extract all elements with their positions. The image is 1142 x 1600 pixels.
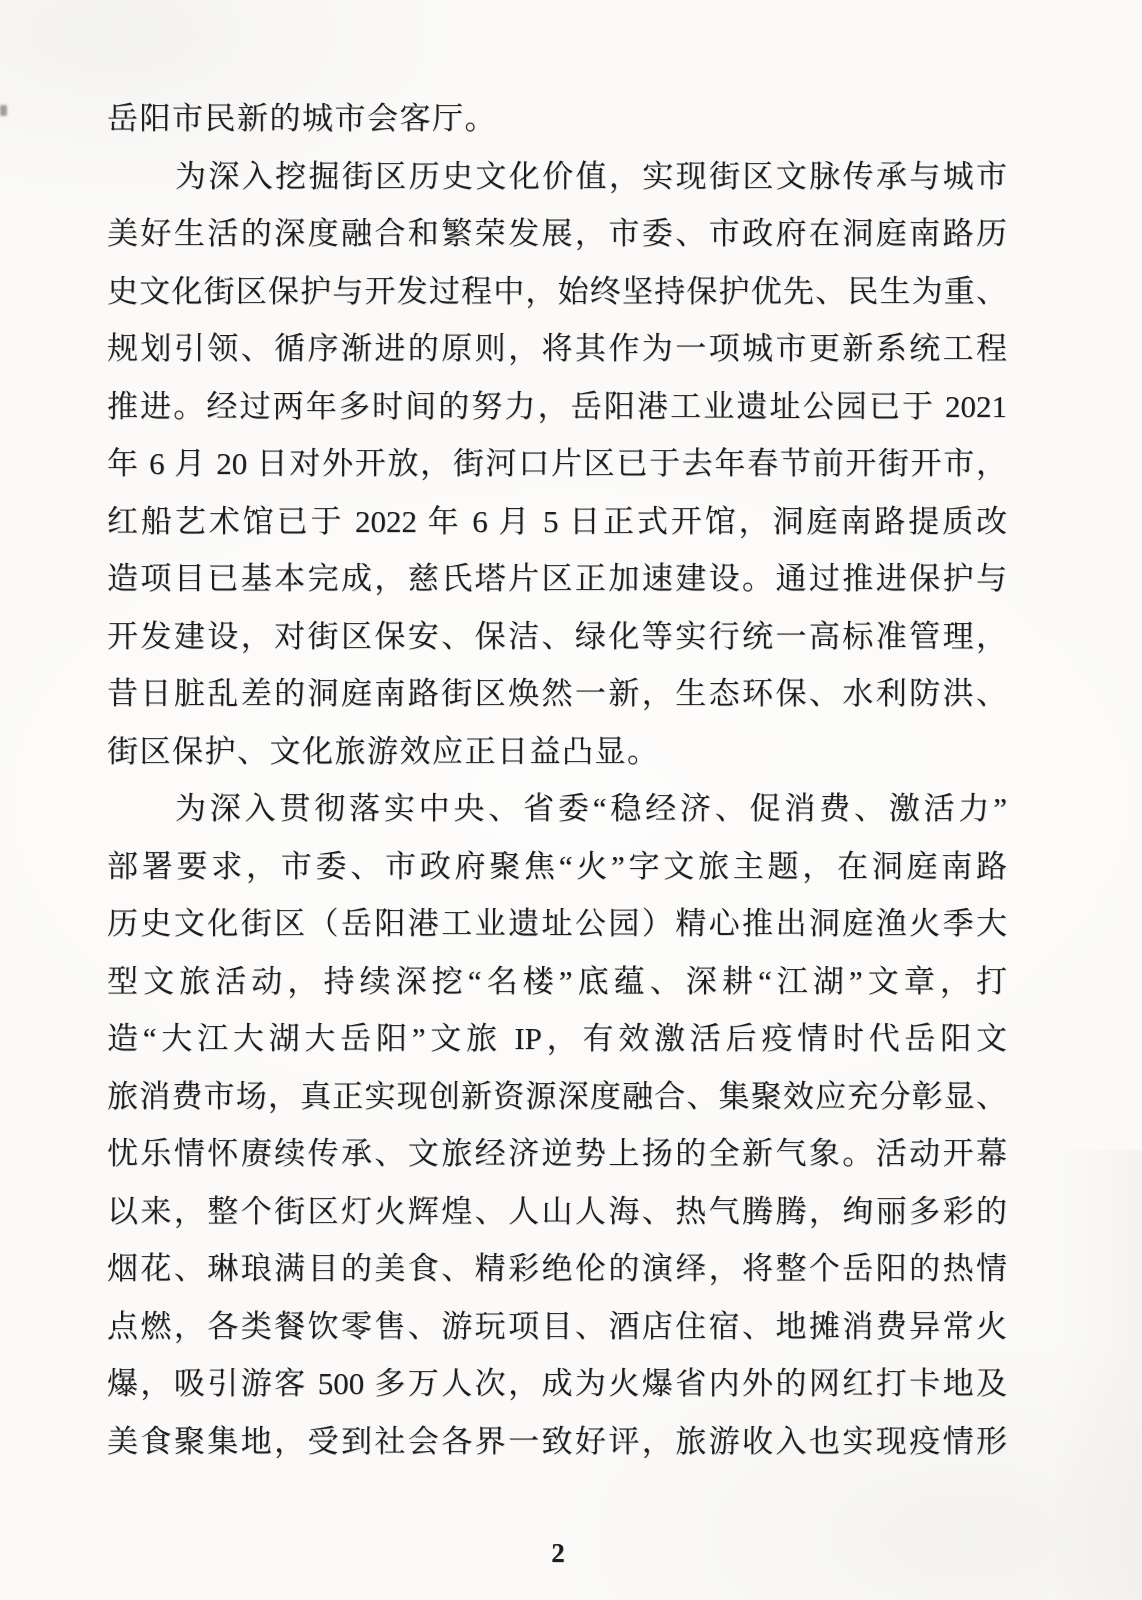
text-line: 开发建设，对街区保安、保洁、绿化等实行统一高标准管理，: [107, 618, 1007, 654]
body-text: [107, 90, 1007, 1470]
text-line: 街区保护、文化旅游效应正日益凸显。: [107, 733, 660, 769]
scan-artifact-speck: [0, 105, 7, 116]
text-line: 造“大江大湖大岳阳”文旅 IP，有效激活后疫情时代岳阳文: [107, 1021, 1007, 1056]
text-line: 为深入挖掘街区历史文化价值，实现街区文脉传承与城市: [175, 158, 1007, 194]
text-line: 为深入贯彻落实中央、省委“稳经济、促消费、激活力”: [175, 791, 1007, 826]
page-number: 2: [551, 1538, 565, 1568]
text-line: 岳阳市民新的城市会客厅。: [107, 101, 497, 136]
text-line: 年 6 月 20 日对外开放，街河口片区已于去年春节前开街开市，: [107, 446, 1007, 481]
text-line: 以来，整个街区灯火辉煌、人山人海、热气腾腾，绚丽多彩的: [107, 1193, 1007, 1229]
text-line: 历史文化街区（岳阳港工业遗址公园）精心推出洞庭渔火季大: [107, 906, 1007, 941]
text-line: 忧乐情怀赓续传承、文旅经济逆势上扬的全新气象。活动开幕: [107, 1136, 1007, 1171]
text-line: 烟花、琳琅满目的美食、精彩绝伦的演绎，将整个岳阳的热情: [107, 1251, 1007, 1286]
text-line: 美食聚集地，受到社会各界一致好评，旅游收入也实现疫情形: [107, 1423, 1007, 1459]
text-line: 爆，吸引游客 500 多万人次，成为火爆省内外的网红打卡地及: [107, 1366, 1007, 1401]
text-line: 美好生活的深度融合和繁荣发展，市委、市政府在洞庭南路历: [107, 216, 1007, 251]
text-line: 旅消费市场，真正实现创新资源深度融合、集聚效应充分彰显、: [107, 1078, 1007, 1114]
text-line: 型文旅活动，持续深挖“名楼”底蕴、深耕“江湖”文章，打: [107, 963, 1007, 999]
text-line: 红船艺术馆已于 2022 年 6 月 5 日正式开馆，洞庭南路提质改: [107, 503, 1007, 539]
text-line: 昔日脏乱差的洞庭南路街区焕然一新，生态环保、水利防洪、: [107, 676, 1007, 711]
text-line: 造项目已基本完成，慈氏塔片区正加速建设。通过推进保护与: [107, 561, 1007, 596]
text-line: 推进。经过两年多时间的努力，岳阳港工业遗址公园已于 2021: [107, 388, 1007, 424]
scan-artifact-streak: [1052, 1150, 1142, 1600]
text-line: 部署要求，市委、市政府聚焦“火”字文旅主题，在洞庭南路: [107, 848, 1007, 884]
text-line: 点燃，各类餐饮零售、游玩项目、酒店住宿、地摊消费异常火: [107, 1308, 1007, 1344]
text-line: 史文化街区保护与开发过程中，始终坚持保护优先、民生为重、: [107, 273, 1007, 309]
text-line: 规划引领、循序渐进的原则，将其作为一项城市更新系统工程: [107, 331, 1007, 366]
